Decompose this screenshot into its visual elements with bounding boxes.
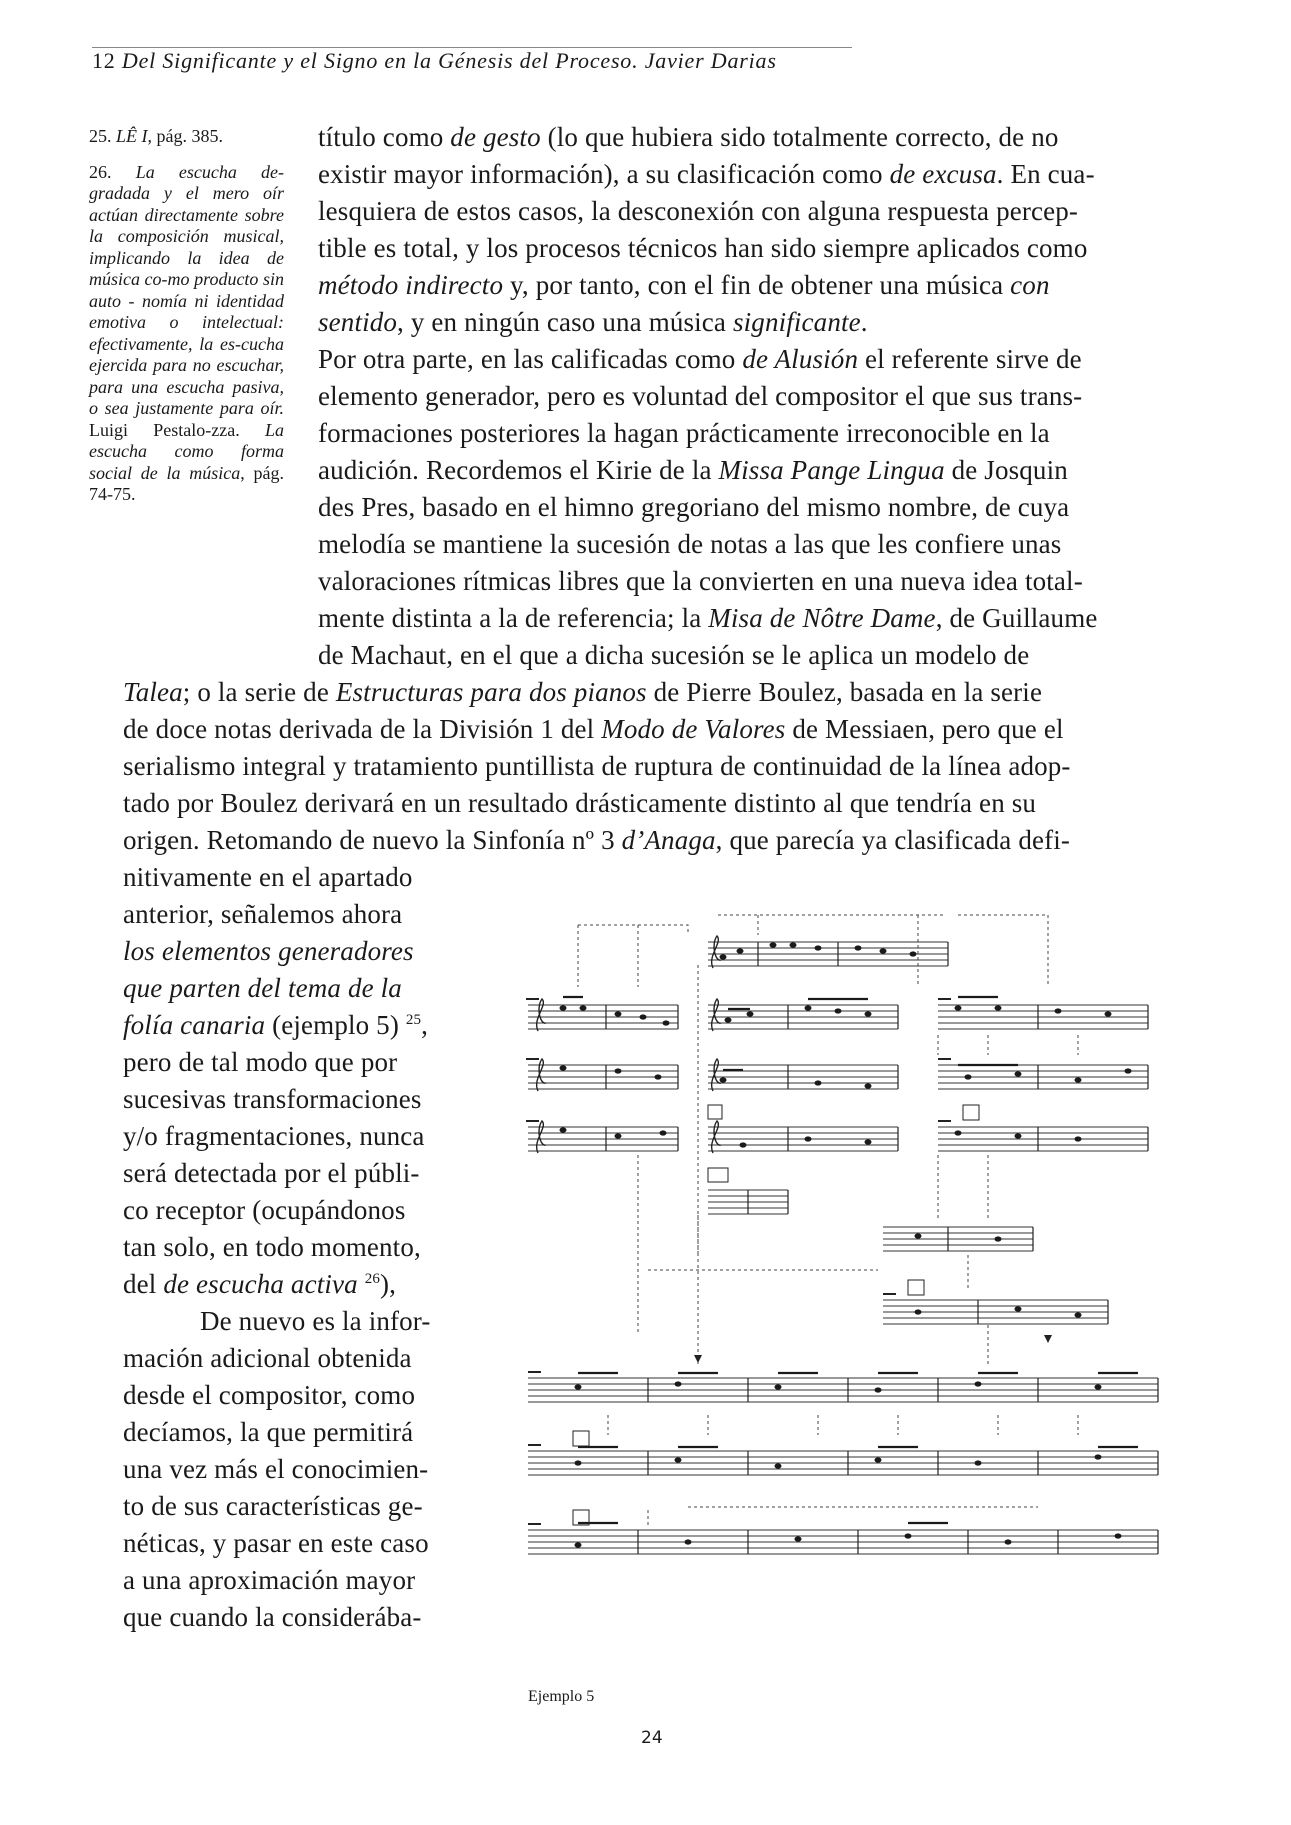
body-line: melodía se mantiene la sucesión de notas a las que les confiere unas — [318, 529, 1062, 559]
body-line: tado por Boulez derivará en un resultado drásticamente distinto al que tendría en su — [123, 788, 1037, 818]
footnote-26: 26. La escucha de-gradada y el mero oír actúan directamente sobre la composición musical, implicando la idea de música co-mo producto sin auto - nomía ni identidad emotiva o intelectual: efectivamente, la es-cucha ejercida para no escuchar, para una escucha pasiva, o sea justamente para oír. Luigi Pestalo-zza. La escucha como forma social de la música, pág. 74-75. — [89, 161, 285, 504]
body-line: valoraciones rítmicas libres que la convierten en una nueva idea total- — [318, 566, 1083, 596]
body-line: decíamos, la que permitirá — [123, 1417, 414, 1447]
body-line: tible es total, y los procesos técnicos han sido siempre aplicados como — [318, 233, 1088, 263]
clefs — [537, 936, 721, 1153]
page-number: 24 — [641, 1728, 663, 1748]
body-line: audición. Recordemos el Kirie de la Missa Pange Lingua de Josquin — [318, 455, 1068, 485]
body-line: serialismo integral y tratamiento puntillista de ruptura de continuidad de la línea adop- — [123, 751, 1071, 781]
body-line: to de sus características ge- — [123, 1491, 423, 1521]
body-line: lesquiera de estos casos, la desconexión con alguna respuesta percep- — [318, 196, 1079, 226]
body-line: mación adicional obtenida — [123, 1343, 412, 1373]
body-line: sentido, y en ningún caso una música significante. — [318, 307, 868, 337]
body-line: Por otra parte, en las calificadas como de Alusión el referente sirve de — [318, 344, 1082, 374]
connector-lines — [578, 915, 1078, 1525]
body-line: formaciones posteriores la hagan prácticamente irreconocible en la — [318, 418, 1050, 448]
body-line: que parten del tema de la — [123, 973, 402, 1003]
body-line: será detectada por el públi- — [123, 1158, 420, 1188]
body-line: pero de tal modo que por — [123, 1047, 398, 1077]
body-line: de Machaut, en el que a dicha sucesión se le aplica un modelo de — [318, 640, 1030, 670]
staves — [528, 942, 1158, 1554]
body-line: De nuevo es la infor- — [200, 1306, 431, 1336]
body-line: a una aproximación mayor — [123, 1565, 416, 1595]
body-line: desde el compositor, como — [123, 1380, 416, 1410]
body-line: tan solo, en todo momento, — [123, 1232, 421, 1262]
body-line: y/o fragmentaciones, nunca — [123, 1121, 425, 1151]
figure-caption: Ejemplo 5 — [528, 1688, 595, 1705]
body-line: co receptor (ocupándonos — [123, 1195, 406, 1225]
music-example-figure — [518, 895, 1168, 1685]
barlines — [606, 942, 1158, 1554]
body-line: folía canaria (ejemplo 5) $^{25}$, — [123, 1010, 429, 1040]
body-line: de doce notas derivada de la División 1 del Modo de Valores de Messiaen, pero que el — [123, 714, 1064, 744]
body-line: método indirecto y, por tanto, con el fin de obtener una música con — [318, 270, 1050, 300]
body-line: nitivamente en el apartado — [123, 862, 413, 892]
body-line: que cuando la considerába- — [123, 1602, 422, 1632]
body-line: título como de gesto (lo que hubiera sido totalmente correcto, de no — [318, 122, 1059, 152]
footnotes — [89, 126, 284, 520]
beams — [563, 997, 1138, 1523]
body-line: sucesivas transformaciones — [123, 1084, 422, 1114]
body-line: elemento generador, pero es voluntad del compositor el que sus trans- — [318, 381, 1083, 411]
body-line: mente distinta a la de referencia; la Misa de Nôtre Dame, de Guillaume — [318, 603, 1098, 633]
body-line: los elementos generadores — [123, 936, 414, 966]
body-line: Talea; o la serie de Estructuras para dos pianos de Pierre Boulez, basada en la serie — [123, 677, 1043, 707]
boxed-labels — [573, 1105, 979, 1525]
body-line: del de escucha activa $^{26}$), — [123, 1269, 397, 1299]
body-line: existir mayor información), a su clasificación como de excusa. En cua- — [318, 159, 1095, 189]
body-line: des Pres, basado en el himno gregoriano del mismo nombre, de cuya — [318, 492, 1070, 522]
body-line: origen. Retomando de nuevo la Sinfonía nº 3 d’Anaga, que parecía ya clasificada defi- — [123, 825, 1071, 855]
footnote-25: 25. LÊ I, pág. 385. — [89, 126, 223, 146]
body-line: una vez más el conocimien- — [123, 1454, 429, 1484]
body-line: anterior, señalemos ahora — [123, 899, 403, 929]
running-header: 12 Del Significante y el Signo en la Génesis del Proceso. Javier Darias — [92, 48, 777, 73]
body-line: néticas, y pasar en este caso — [123, 1528, 429, 1558]
